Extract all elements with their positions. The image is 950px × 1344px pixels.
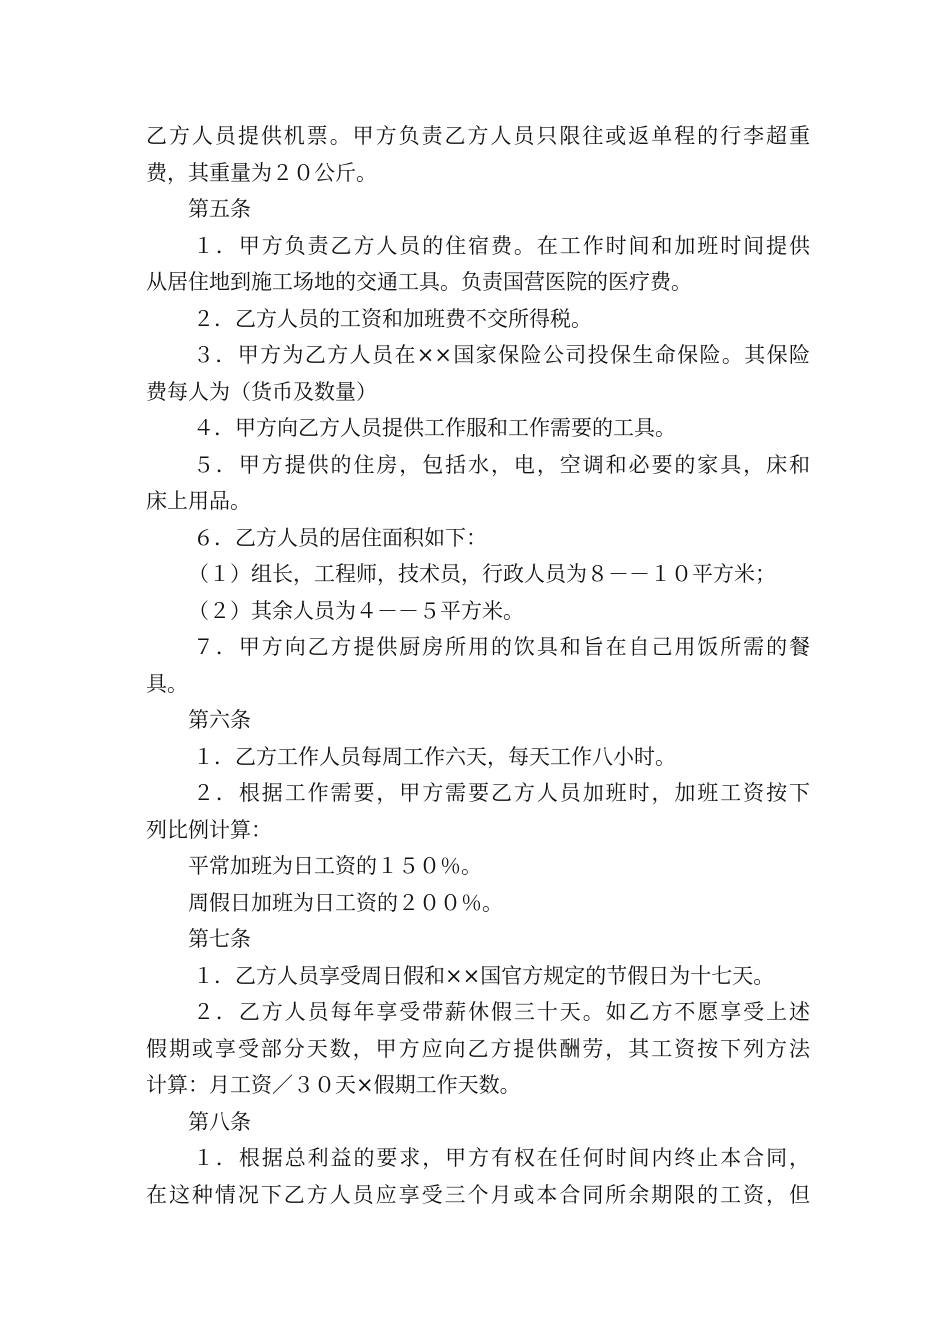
text-line: １．乙方工作人员每周工作六天，每天工作八小时。: [193, 744, 676, 769]
text-line: 在这种情况下乙方人员应享受三个月或本合同所余期限的工资，但: [146, 1182, 810, 1207]
text-line: １．根据总利益的要求，甲方有权在任何时间内终止本合同，: [193, 1146, 810, 1170]
text-line: 费，其重量为２０公斤。: [146, 160, 377, 185]
article-heading: 第六条: [188, 708, 251, 732]
document-page: [146, 118, 810, 1213]
text-line: ５．甲方提供的住房，包括水，电，空调和必要的家具，床和: [193, 452, 810, 477]
text-line: ６．乙方人员的居住面积如下：: [193, 525, 487, 550]
text-line: （２）其余人员为４－－５平方米。: [188, 598, 524, 623]
text-line: 周假日加班为日工资的２００％。: [188, 890, 503, 915]
text-line: 具。: [146, 671, 188, 696]
text-line: 计算：月工资／３０天×假期工作天数。: [146, 1073, 521, 1097]
text-line: 假期或享受部分天数，甲方应向乙方提供酬劳，其工资按下列方法: [146, 1036, 810, 1061]
text-line: ７．甲方向乙方提供厨房所用的饮具和旨在自己用饭所需的餐: [193, 635, 810, 659]
text-line: 床上用品。: [146, 489, 251, 513]
text-line: （１）组长，工程师，技术员，行政人员为８－－１０平方米；: [188, 562, 776, 586]
text-line: １．甲方负责乙方人员的住宿费。在工作时间和加班时间提供: [193, 233, 810, 258]
text-line: ２．根据工作需要，甲方需要乙方人员加班时，加班工资按下: [193, 781, 810, 805]
text-line: ２．乙方人员的工资和加班费不交所得税。: [193, 306, 592, 331]
text-line: 费每人为（货币及数量）: [146, 379, 377, 404]
text-line: 平常加班为日工资的１５０％。: [188, 854, 482, 878]
text-line: ３．甲方为乙方人员在××国家保险公司投保生命保险。其保险: [193, 343, 810, 367]
article-heading: 第八条: [188, 1109, 251, 1134]
article-heading: 第五条: [188, 197, 251, 221]
text-line: 从居住地到施工场地的交通工具。负责国营医院的医疗费。: [146, 270, 692, 294]
text-line: 列比例计算：: [146, 817, 272, 842]
article-heading: 第七条: [188, 927, 251, 951]
text-line: 乙方人员提供机票。甲方负责乙方人员只限往或返单程的行李超重: [146, 124, 810, 148]
text-line: ４．甲方向乙方人员提供工作服和工作需要的工具。: [193, 416, 676, 440]
text-line: ２．乙方人员每年享受带薪休假三十天。如乙方不愿享受上述: [193, 1000, 810, 1024]
text-line: １．乙方人员享受周日假和××国官方规定的节假日为十七天。: [193, 963, 775, 988]
